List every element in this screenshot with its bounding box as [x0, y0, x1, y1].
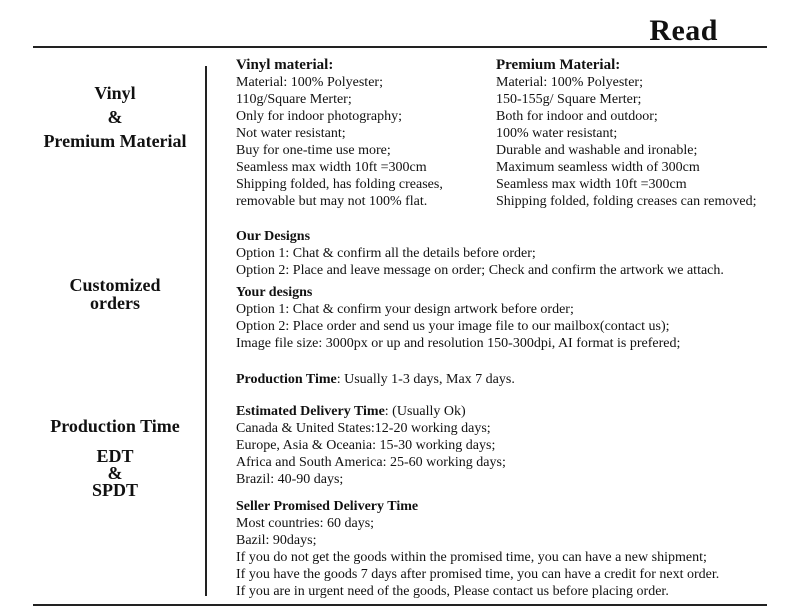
vinyl-line: Seamless max width 10ft =300cm: [236, 160, 427, 175]
seller-line: If you are in urgent need of the goods, Please contact us before placing order.: [236, 584, 669, 599]
production-time-heading: Production Time: [236, 372, 337, 387]
production-time-label: Production Time: [50, 416, 180, 436]
your-designs-line: Option 1: Chat & confirm your design artwork before order;: [236, 302, 574, 317]
premium-material-block: [496, 57, 756, 210]
label-customized: Customized: [69, 275, 161, 295]
vertical-divider: [205, 66, 207, 596]
premium-line: Durable and washable and ironable;: [496, 143, 698, 158]
vinyl-premium-label: [25, 81, 205, 153]
label-edt: EDT: [96, 446, 134, 466]
seller-line: Bazil: 90days;: [236, 533, 317, 548]
estimated-line: Africa and South America: 25-60 working days;: [236, 455, 506, 470]
premium-line: Maximum seamless width of 300cm: [496, 160, 700, 175]
premium-line: Material: 100% Polyester;: [496, 75, 643, 90]
vinyl-line: Only for indoor photography;: [236, 109, 403, 124]
your-designs-heading: Your designs: [236, 285, 313, 300]
seller-line: Most countries: 60 days;: [236, 516, 375, 531]
estimated-line: Europe, Asia & Oceania: 15-30 working days;: [236, 438, 496, 453]
label-ampersand: &: [107, 107, 123, 127]
vinyl-line: Not water resistant;: [236, 126, 346, 141]
production-time-line: [236, 371, 515, 388]
premium-line: 150-155g/ Square Merter;: [496, 92, 642, 107]
vinyl-heading: Vinyl material:: [236, 57, 334, 73]
label-ampersand-2: &: [107, 463, 123, 483]
edt-spdt-label: [25, 448, 205, 499]
bottom-divider: [33, 604, 767, 606]
page-title: Read: [649, 14, 718, 47]
our-designs-block: [236, 228, 724, 279]
your-designs-block: [236, 284, 680, 352]
label-orders: orders: [90, 293, 140, 313]
estimated-delivery-block: [236, 403, 506, 488]
estimated-delivery-note: : (Usually Ok): [384, 404, 466, 419]
premium-line: Shipping folded, folding creases can removed;: [496, 194, 757, 209]
premium-heading: Premium Material:: [496, 57, 621, 73]
vinyl-line: 110g/Square Merter;: [236, 92, 352, 107]
label-spdt: SPDT: [91, 480, 138, 500]
our-designs-line: Option 2: Place and leave message on order; Check and confirm the artwork we attach.: [236, 263, 724, 278]
seller-promised-heading: Seller Promised Delivery Time: [236, 499, 419, 514]
label-vinyl: Vinyl: [94, 83, 136, 103]
estimated-line: Canada & United States:12-20 working days;: [236, 421, 491, 436]
our-designs-line: Option 1: Chat & confirm all the details before order;: [236, 246, 536, 261]
vinyl-material-block: [236, 57, 443, 210]
seller-line: If you do not get the goods within the promised time, you can have a new shipment;: [236, 550, 707, 565]
seller-line: If you have the goods 7 days after promised time, you can have a credit for next order.: [236, 567, 720, 582]
premium-line: 100% water resistant;: [496, 126, 618, 141]
top-divider: [33, 46, 767, 48]
vinyl-line: Material: 100% Polyester;: [236, 75, 383, 90]
vinyl-line: Shipping folded, has folding creases,: [236, 177, 443, 192]
your-designs-line: Option 2: Place order and send us your image file to our mailbox(contact us);: [236, 319, 670, 334]
estimated-line: Brazil: 40-90 days;: [236, 472, 344, 487]
your-designs-line: Image file size: 3000px or up and resolution 150-300dpi, AI format is prefered;: [236, 336, 681, 351]
customized-orders-label: [25, 276, 205, 312]
production-time-value: : Usually 1-3 days, Max 7 days.: [336, 372, 515, 387]
vinyl-line: removable but may not 100% flat.: [236, 194, 428, 209]
label-premium-material: Premium Material: [43, 131, 187, 151]
premium-line: Seamless max width 10ft =300cm: [496, 177, 687, 192]
our-designs-heading: Our Designs: [236, 229, 311, 244]
vinyl-line: Buy for one-time use more;: [236, 143, 391, 158]
estimated-delivery-heading: Estimated Delivery Time: [236, 404, 385, 419]
seller-promised-block: [236, 498, 719, 600]
premium-line: Both for indoor and outdoor;: [496, 109, 658, 124]
